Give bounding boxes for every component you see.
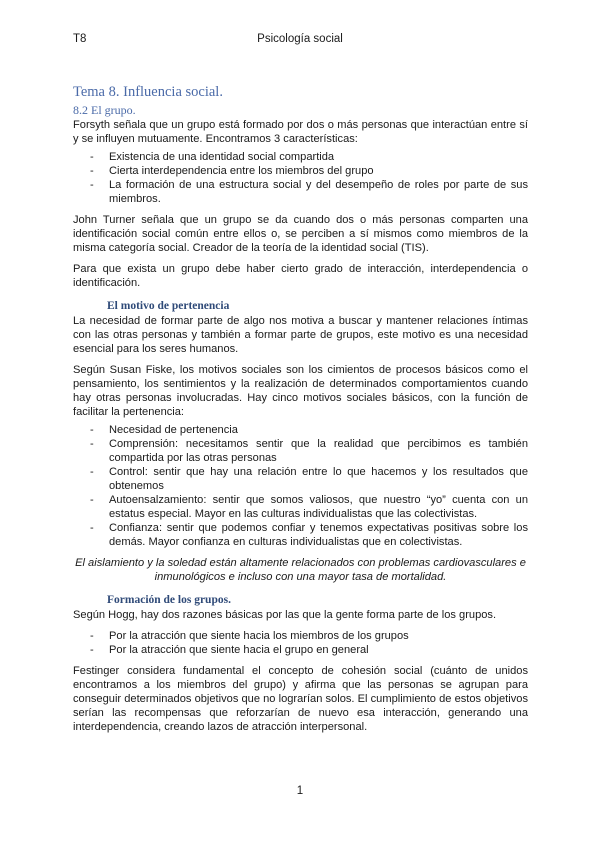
list-item: - La formación de una estructura social y del desempeño de roles por parte de sus miembros.: [73, 178, 528, 206]
header-subject: Psicología social: [257, 33, 343, 45]
list-item: - Comprensión: necesitamos sentir que la realidad que percibimos es también compartida por las otras personas: [73, 437, 528, 465]
list-item: - Cierta interdependencia entre los miembros del grupo: [73, 164, 528, 178]
subheading-motivo-pertenencia: El motivo de pertenencia: [107, 300, 230, 312]
paragraph-fiske: Según Susan Fiske, los motivos sociales son los cimientos de procesos básicos como el pensamiento, los sentimientos y la realización de determinados comportamientos cuando hay otras personas involucradas. Hay cinco motivos sociales básicos, con la función de facilitar la pertenencia:: [73, 364, 528, 418]
list-item: - Por la atracción que siente hacia el grupo en general: [73, 643, 528, 657]
document-body: [73, 84, 528, 734]
paragraph-turner: John Turner señala que un grupo se da cuando dos o más personas comparten una identificación social común entre ellos o, se perciben a sí mismos como miembros de la misma categoría social. Creador de la teoría de la identidad social (TIS).: [73, 214, 528, 254]
page-header: [73, 33, 527, 49]
list-item: - Necesidad de pertenencia: [73, 423, 528, 437]
paragraph-belonging: La necesidad de formar parte de algo nos motiva a buscar y mantener relaciones íntimas con las otras personas y también a formar parte de grupos, este motivo es una necesidad esencial para los seres humanos.: [73, 315, 528, 355]
motives-list: [73, 423, 528, 549]
italic-quote: El aislamiento y la soledad están altamente relacionados con problemas cardiovasculares e inmunológicos e incluso con una mayor tasa de mortalidad.: [75, 557, 526, 583]
list-item: - Existencia de una identidad social compartida: [73, 150, 528, 164]
paragraph-interaction: Para que exista un grupo debe haber cierto grado de interacción, interdependencia o identificación.: [73, 263, 528, 289]
header-code: T8: [73, 33, 87, 45]
paragraph-festinger: Festinger considera fundamental el concepto de cohesión social (cuánto de unidos encontramos a los miembros del grupo) y afirma que las personas se agrupan para conseguir determinados objetivos que no lograrían solos. El cumplimiento de estos objetivos serían las recompensas que reforzarían de nuevo esa interacción, generando una interdependencia, creando lazos de atracción interpersonal.: [73, 665, 528, 733]
reasons-list: [73, 629, 528, 657]
subheading-formacion-grupos: Formación de los grupos.: [107, 594, 231, 606]
list-item: - Control: sentir que hay una relación entre lo que hacemos y los resultados que obtenemos: [73, 465, 528, 493]
page-number: 1: [296, 785, 304, 797]
chapter-title: Tema 8. Influencia social.: [73, 84, 223, 100]
list-item: - Confianza: sentir que podemos confiar y tenemos expectativas positivas sobre los demás. Mayor confianza en culturas individualistas que en colectivistas.: [73, 521, 528, 549]
list-item: - Por la atracción que siente hacia los miembros de los grupos: [73, 629, 528, 643]
paragraph-forsyth: Forsyth señala que un grupo está formado por dos o más personas que interactúan entre sí y se influyen mutuamente. Encontramos 3 características:: [73, 119, 528, 145]
list-item: - Autoensalzamiento: sentir que somos valiosos, que nuestro “yo” cuenta con un estatus especial. Mayor en las culturas individualistas que las colectivistas.: [73, 493, 528, 521]
characteristics-list: [73, 150, 528, 206]
section-heading-grupo: 8.2 El grupo.: [73, 103, 136, 117]
paragraph-hogg: Según Hogg, hay dos razones básicas por las que la gente forma parte de los grupos.: [73, 609, 497, 621]
